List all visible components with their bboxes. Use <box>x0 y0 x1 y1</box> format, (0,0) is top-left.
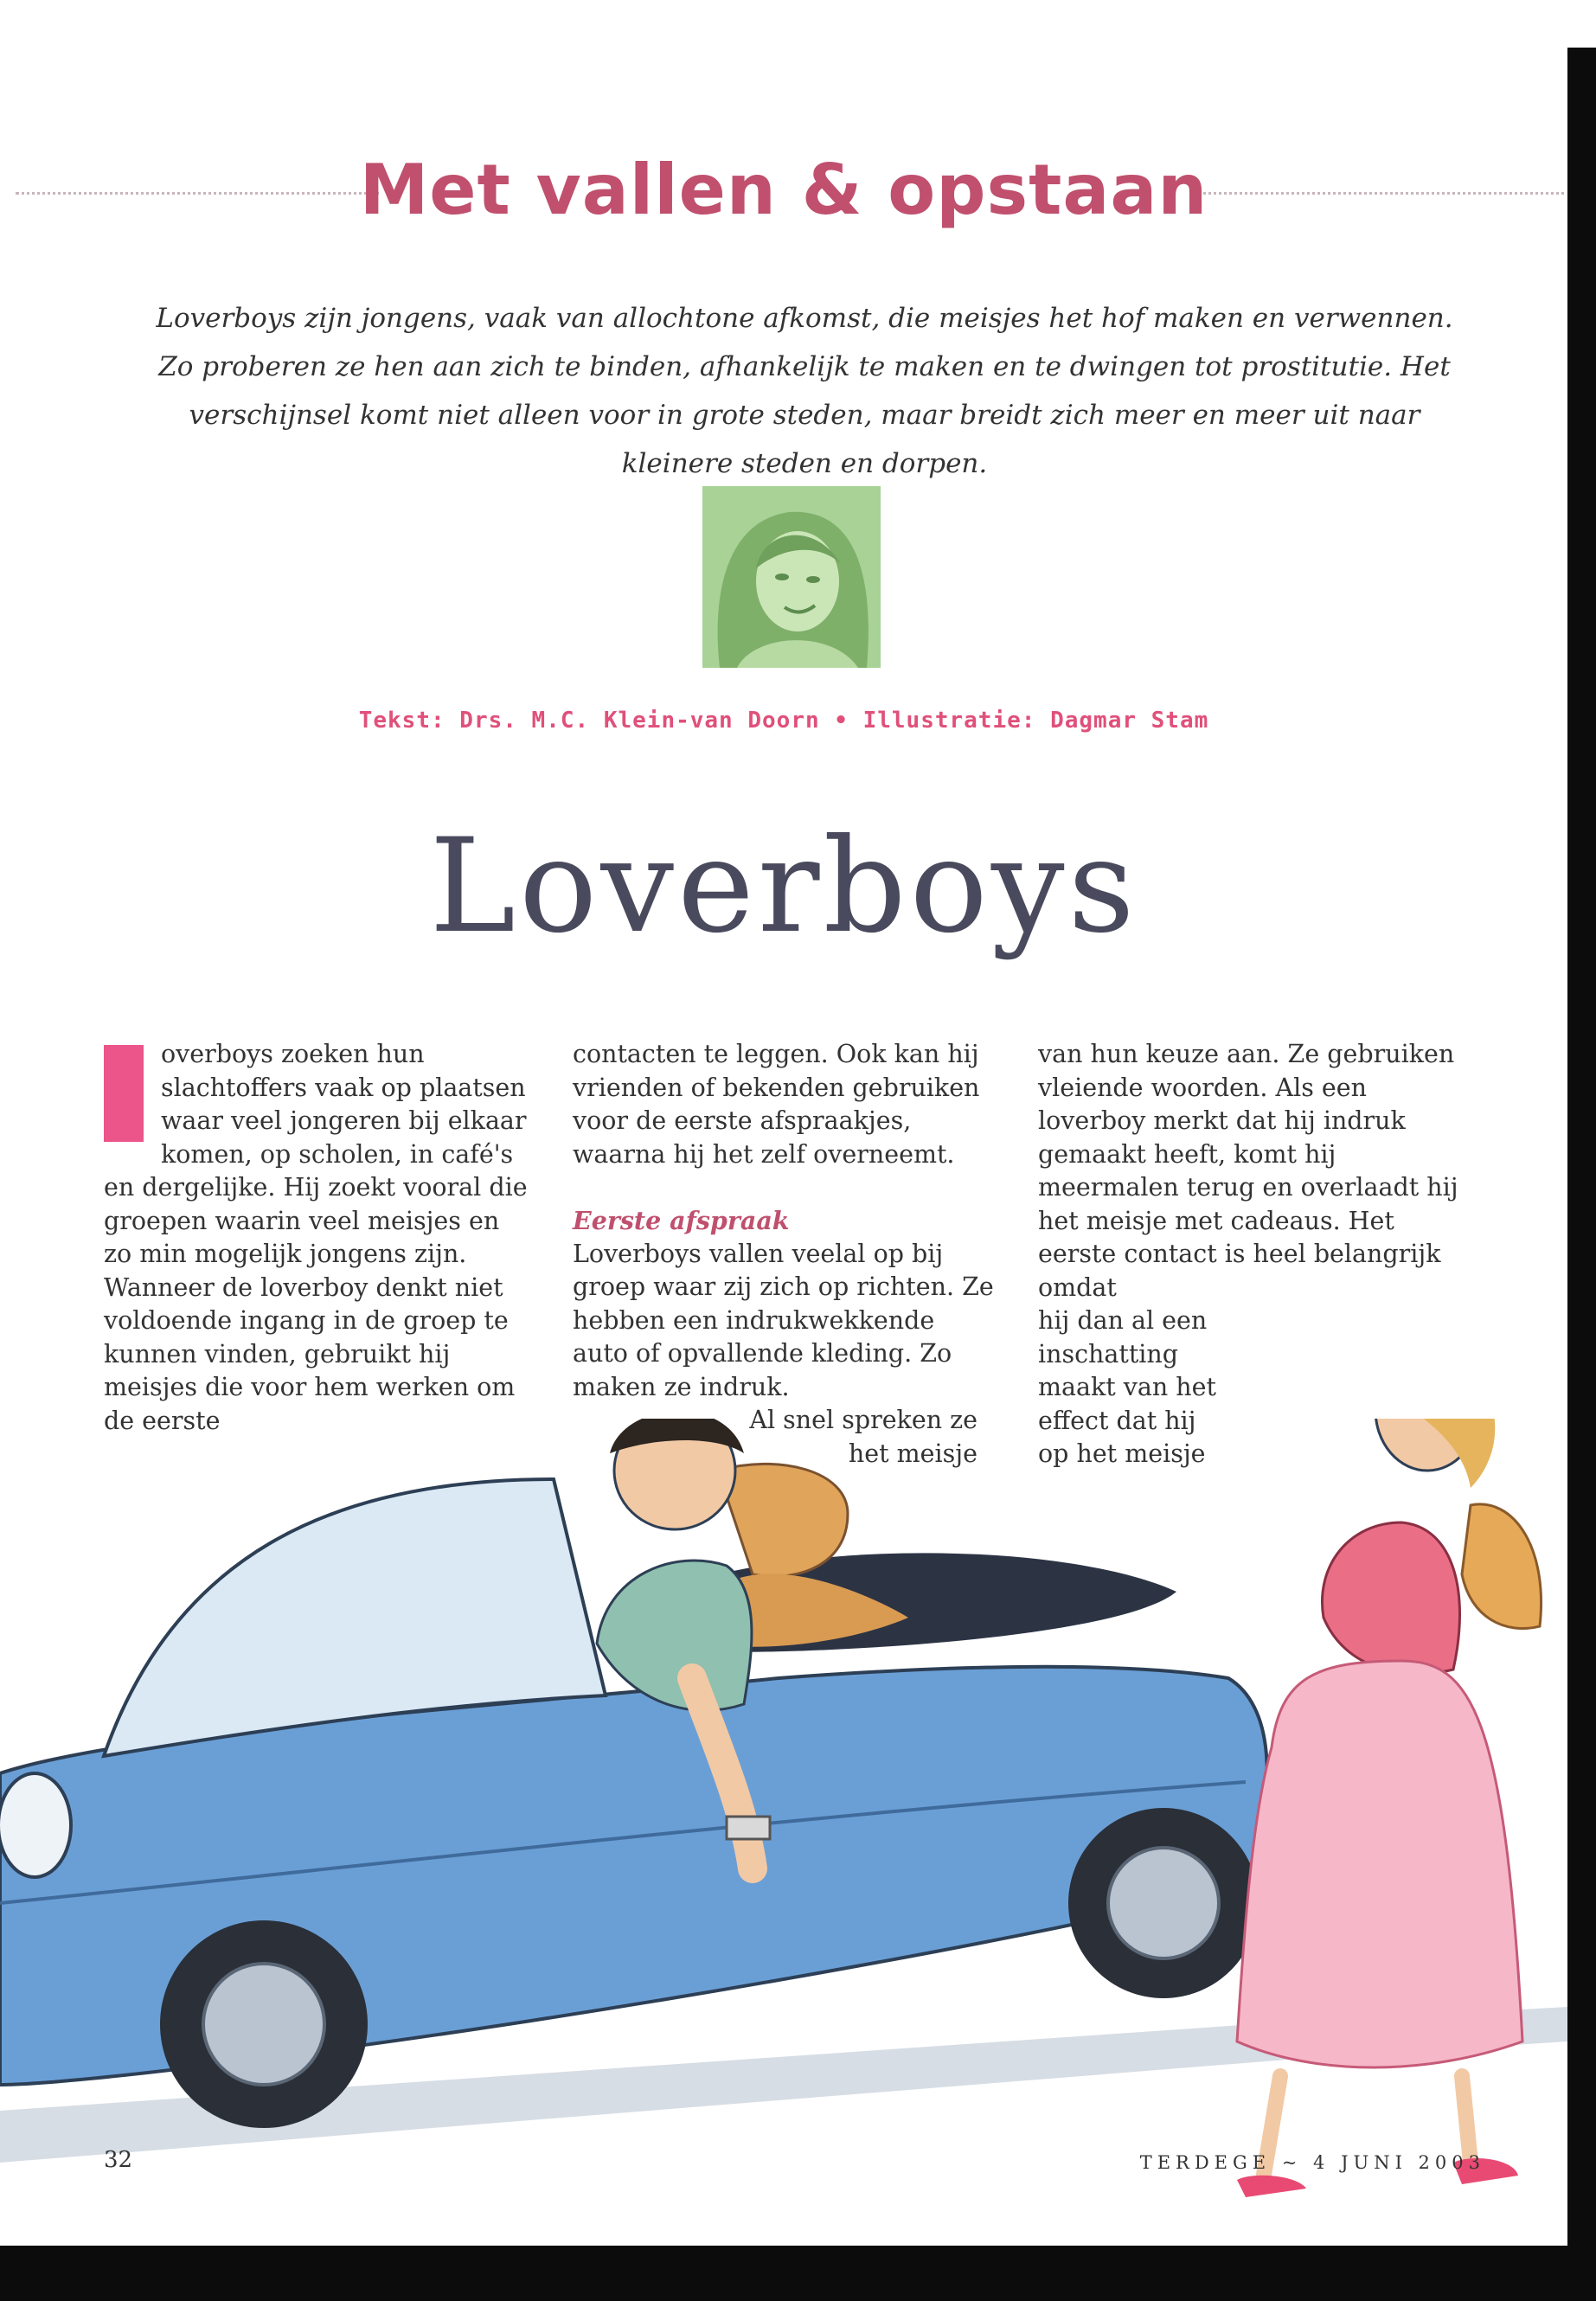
author-photo <box>702 486 881 668</box>
column-3-text: van hun keuze aan. Ze gebruiken vleiende woorden. Als een loverboy merkt dat hij indruk gemaakt heeft, komt hij meermalen terug en overlaadt hij het meisje met cadeaus. Het eerste contact is heel belangrijk omdat <box>1038 1040 1458 1302</box>
drop-cap-letter <box>104 1045 144 1142</box>
car-front-hubcap <box>203 1964 324 2085</box>
column-2-text-1: contacten te leggen. Ook kan hij vrienden of bekenden gebruiken voor de eerste afspraakjes, waarna hij het zelf overneemt. <box>573 1040 980 1169</box>
intro-paragraph: Loverboys zijn jongens, vaak van allochtone afkomst, die meisjes het hof maken en verwennen. Zo proberen ze hen aan zich te binden, afhankelijk te maken en te dwingen tot prostitutie. Het verschijnsel komt niet alleen voor in grote steden, maar breidt zich meer en meer uit naar kleinere steden en dorpen. <box>156 303 1453 479</box>
scan-edge-right <box>1567 48 1596 2262</box>
girl-floral-skirt <box>1237 1661 1522 2067</box>
column-3-line: maakt van het <box>1038 1373 1216 1401</box>
article-title: Loverboys <box>429 811 1138 962</box>
body-column-1 <box>104 1038 528 1438</box>
column-3-line: hij dan al een <box>1038 1306 1208 1335</box>
girl-striped-top <box>1322 1522 1459 1674</box>
girl-backpack <box>1462 1504 1542 1629</box>
scan-edge-bottom <box>0 2246 1596 2301</box>
column-2-tail-1: Al snel spreken ze <box>749 1406 977 1434</box>
page-number: 32 <box>104 2147 133 2173</box>
column-3-line: inschatting <box>1038 1339 1179 1368</box>
column-1-text: overboys zoeken hun slachtoffers vaak op plaatsen waar veel jongeren bij elkaar komen, op scholen, in café's en dergelijke. Hij zoekt vooral die groepen waarin veel meisjes en zo min mogelijk jongens zijn. Wanneer de loverboy denkt niet voldoende ingang in de groep te kunnen vinden, gebruikt hij meisjes die voor hem werken om de eerste <box>104 1040 528 1435</box>
car-headlight <box>0 1773 71 1877</box>
column-2-tail-2: het meisje <box>848 1439 977 1468</box>
illustration-car-and-girl <box>0 1419 1567 2246</box>
girl-shoe-left <box>1237 2176 1306 2197</box>
author-portrait-icon <box>702 486 881 668</box>
subhead-eerste-afspraak: Eerste afspraak <box>573 1206 790 1235</box>
driver-torso <box>597 1561 752 1710</box>
byline: Tekst: Drs. M.C. Klein-van Doorn • Illustratie: Dagmar Stam <box>358 708 1209 734</box>
column-2-text-2: Loverboys vallen veelal op bij groep waar zij zich op richten. Ze hebben een indrukwekkende auto of opvallende kleding. Zo maken ze indruk. <box>573 1239 994 1401</box>
section-kicker: Met vallen & opstaan <box>359 150 1208 230</box>
wristwatch-icon <box>727 1817 770 1839</box>
column-3-line: op het meisje <box>1038 1439 1206 1468</box>
car-rear-hubcap <box>1108 1848 1219 1958</box>
body-column-2 <box>573 1038 997 1471</box>
car-seat-headrest <box>718 1464 848 1576</box>
body-column-3 <box>1038 1038 1462 1471</box>
column-3-line: effect dat hij <box>1038 1406 1196 1435</box>
publication-footer: TERDEGE ~ 4 JUNI 2003 <box>1139 2152 1485 2173</box>
drop-cap-l-icon <box>104 1045 144 1142</box>
